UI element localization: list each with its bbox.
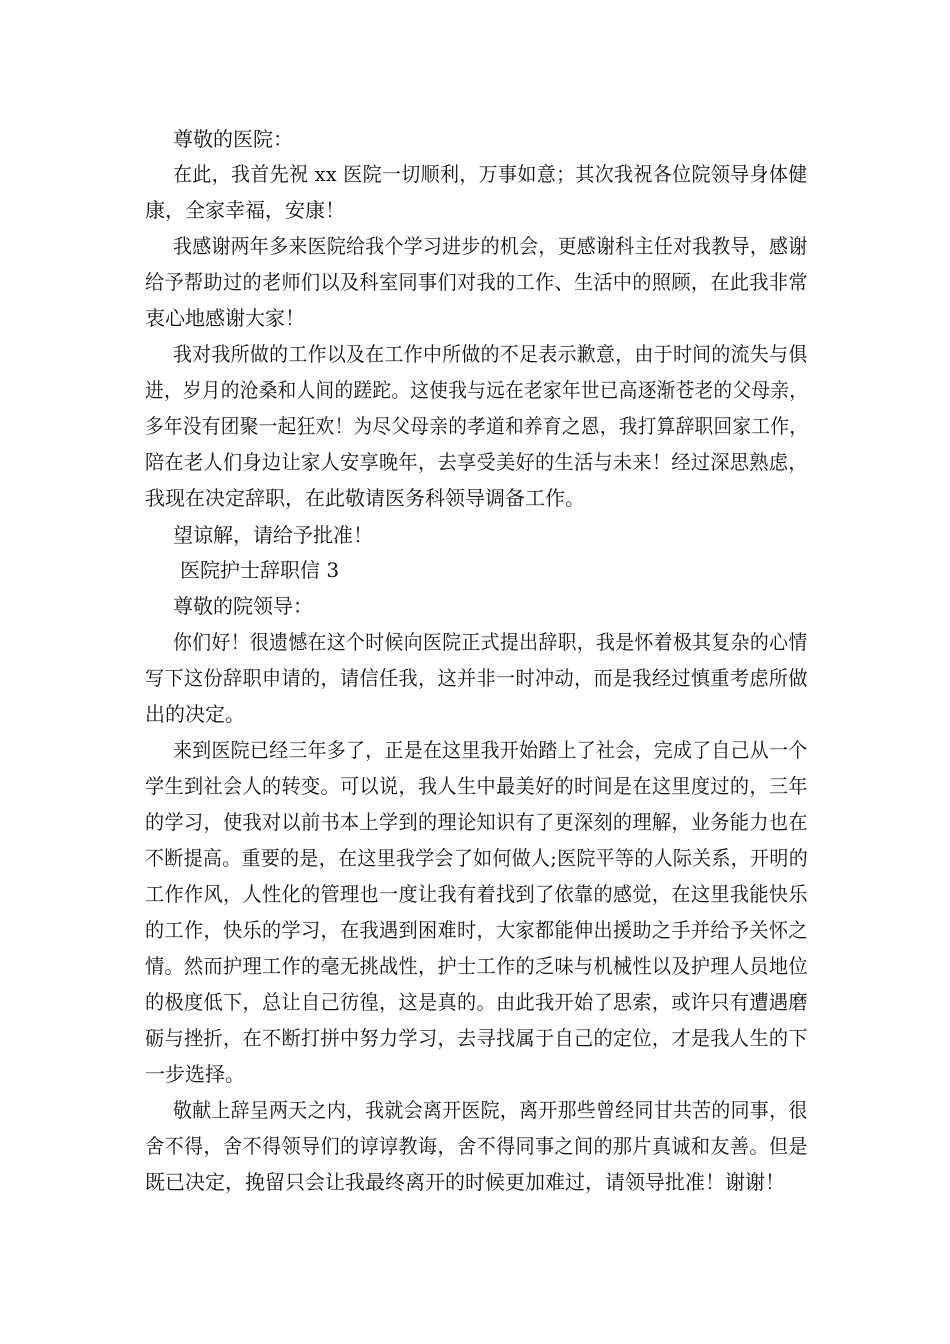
paragraph-line: 望谅解，请给予批准！	[173, 523, 373, 547]
paragraph-line: 进，岁月的沧桑和人间的蹉跎。这使我与远在老家年世已高逐渐苍老的父母亲，	[145, 378, 809, 402]
paragraph-line: 砺与挫折，在不断打拼中努力学习，去寻找属于自己的定位，才是我人生的下	[145, 1026, 808, 1050]
paragraph-line: 工作作风，人性化的管理也一度让我有着找到了依靠的感觉，在这里我能快乐	[145, 882, 808, 906]
paragraph-line: 出的决定。	[145, 702, 245, 726]
paragraph-line: 我对我所做的工作以及在工作中所做的不足表示歉意，由于时间的流失与俱	[173, 342, 808, 366]
paragraph-line: 敬献上辞呈两天之内，我就会离开医院，离开那些曾经同甘共苦的同事，很	[173, 1098, 808, 1122]
paragraph-line: 我感谢两年多来医院给我个学习进步的机会，更感谢科主任对我教导，感谢	[173, 234, 808, 258]
paragraph-line: 的极度低下，总让自己彷徨，这是真的。由此我开始了思索，或许只有遭遇磨	[145, 990, 808, 1014]
paragraph-line: 多年没有团聚一起狂欢！为尽父母亲的孝道和养育之恩，我打算辞职回家工作，	[145, 414, 809, 438]
salutation: 尊敬的院领导：	[173, 594, 313, 618]
paragraph-line: 的工作，快乐的学习，在我遇到困难时，大家都能伸出援助之手并给予关怀之	[145, 918, 808, 942]
paragraph-line: 康，全家幸福，安康！	[145, 198, 345, 222]
paragraph-line: 我现在决定辞职，在此敬请医务科领导调备工作。	[145, 486, 585, 510]
section-title: 医院护士辞职信 3	[180, 558, 340, 582]
paragraph-line: 一步选择。	[145, 1062, 245, 1086]
paragraph-line: 你们好！很遗憾在这个时候向医院正式提出辞职，我是怀着极其复杂的心情	[173, 630, 808, 654]
paragraph-line: 来到医院已经三年多了，正是在这里我开始踏上了社会，完成了自己从一个	[173, 738, 808, 762]
paragraph-line: 给予帮助过的老师们以及科室同事们对我的工作、生活中的照顾，在此我非常	[145, 270, 808, 294]
paragraph-line: 写下这份辞职申请的，请信任我，这并非一时冲动，而是我经过慎重考虑所做	[145, 666, 808, 690]
paragraph-line: 不断提高。重要的是，在这里我学会了如何做人;医院平等的人际关系，开明的	[145, 846, 809, 870]
paragraph-line: 情。然而护理工作的毫无挑战性，护士工作的乏味与机械性以及护理人员地位	[145, 954, 808, 978]
paragraph-line: 衷心地感谢大家！	[145, 306, 305, 330]
paragraph-line: 在此，我首先祝 xx 医院一切顺利，万事如意；其次我祝各位院领导身体健	[173, 162, 808, 186]
paragraph-line: 的学习，使我对以前书本上学到的理论知识有了更深刻的理解，业务能力也在	[145, 810, 808, 834]
paragraph-line: 学生到社会人的转变。可以说，我人生中最美好的时间是在这里度过的，三年	[145, 774, 808, 798]
salutation: 尊敬的医院：	[173, 127, 293, 151]
paragraph-line: 舍不得，舍不得领导们的谆谆教诲，舍不得同事之间的那片真诚和友善。但是	[145, 1134, 808, 1158]
paragraph-line: 既已决定，挽留只会让我最终离开的时候更加难过，请领导批准！谢谢！	[145, 1170, 785, 1194]
paragraph-line: 陪在老人们身边让家人安享晚年，去享受美好的生活与未来！经过深思熟虑，	[145, 450, 808, 474]
